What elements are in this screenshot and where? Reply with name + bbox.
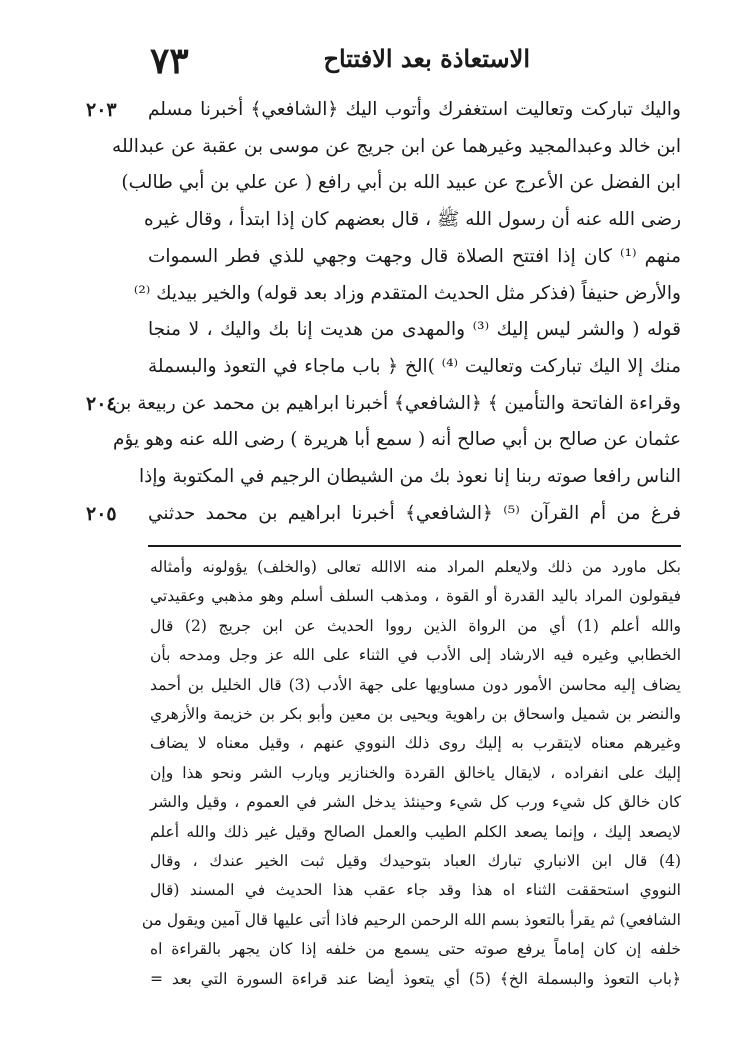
text-line: منهم ⁽¹⁾ كان إذا افتتح الصلاة قال وجهت وجهي للذي فطر السموات [148, 245, 682, 267]
footnote-line: لايصعد إليك ، وإنما يصعد الكلم الطيب والعمل الصالح وقيل غير ذلك والله أعلم [150, 822, 681, 841]
text-line: منك إلا اليك تباركت وتعاليت ⁽⁴⁾ )الخ ﴿ باب ماجاء في التعوذ والبسملة [148, 355, 681, 377]
text-line: والأرض حنيفاً (فذكر مثل الحديث المتقدم وزاد بعد قوله) والخير بيديك ⁽²⁾ [133, 282, 681, 304]
hadith-number: ٢٠٤ [86, 392, 117, 415]
text-line: فرغ من أم القرآن ⁽⁵⁾ ﴿الشافعي﴾ أخبرنا ابراهيم بن محمد حدثني [148, 502, 681, 524]
footnote-line: (4) قال ابن الانباري تبارك العباد بتوحيدك وقيل ثبت الخير عندك ، وقال [150, 852, 681, 870]
hadith-number: ٢٠٣ [86, 99, 117, 121]
text-line: عثمان عن صالح بن أبي صالح أنه ( سمع أبا هريرة ) رضى الله عنه وهو يؤم [113, 429, 681, 451]
footnote-line: وغيرهم معناه لايتقرب به إليك روى ذلك النووي عنهم ، وقيل معناه لا يضاف [150, 734, 681, 753]
footnote-line: إليك على انفراده ، لايقال ياخالق القردة والخنازير ويارب الشر ونحو هذا وإن [150, 763, 681, 782]
text-line: وقراءة الفاتحة والتأمين ﴾ ﴿الشافعي﴾ أخبرنا ابراهيم بن محمد عن ربيعة بن [112, 392, 681, 414]
footnote-line: خلفه إن كان إماماً يرفع صوته حتى يسمع من خلفه إذا كان يجهر بالقراءة اه [150, 940, 681, 959]
footnote-line: يضاف إليه محاسن الأمور دون مساويها على جهة الأدب (3) قال الخليل بن أحمد [150, 675, 681, 694]
text-line: ابن خالد وعبدالمجيد وغيرهما عن ابن جريج عن موسى بن عقبة عن عبدالله [112, 135, 681, 157]
page-header [150, 40, 550, 84]
running-title: الاستعاذة بعد الافتتاح [323, 44, 530, 73]
footnote-line: الخطابي وغيره فيه الارشاد إلى الأدب في الثناء على الله عز وجل ومدحه بأن [150, 646, 681, 665]
text-line: قوله ( والشر ليس إليك ⁽³⁾ والمهدى من هديت إنا بك واليك ، لا منجا [148, 319, 681, 341]
footnote-line: فيقولون المراد باليد القدرة أو القوة ، ومذهب السلف أسلم وهو مذهبي وعقيدتي [150, 587, 681, 606]
text-line: ابن الفضل عن الأعرج عن عبيد الله بن أبي رافع ( عن علي بن أبي طالب) [121, 172, 681, 194]
page-number: ٧٣ [150, 40, 189, 82]
footnote-line: النووي استحققت الثناء اه هذا وقد جاء عقب هذا الحديث في المسند (قال [150, 881, 681, 900]
footnote-line: كان خالق كل شيء ورب كل شيء وحينئذ يدخل الشر في العموم ، وقيل والشر [150, 793, 681, 812]
footnote-line: والنضر بن شميل واسحاق بن راهوية ويحيى بن معين وأبو بكر بن خزيمة والأزهري [150, 705, 681, 723]
text-line: رضى الله عنه أن رسول الله ﷺ ، قال بعضهم كان إذا ابتدأ ، وقال غيره [143, 209, 681, 231]
text-line: الناس رافعا صوته ربنا إنا نعوذ بك من الشيطان الرجيم في المكتوبة وإذا [139, 466, 681, 487]
footnote-line: ﴿باب التعوذ والبسملة الخ﴾ (5) أي يتعوذ أيضا عند قراءة السورة التي بعد = [150, 969, 681, 988]
footnote-separator [148, 545, 681, 547]
hadith-number: ٢٠٥ [86, 502, 117, 525]
footnote-line: بكل ماورد من ذلك ولايعلم المراد منه الاالله تعالى (والخلف) يؤولونه وأمثاله [150, 558, 681, 576]
footnote-line: الشافعي) ثم يقرأ بالتعوذ بسم الله الرحمن الرحيم فاذا أتى عليها قال آمين ويقول من [141, 910, 681, 929]
text-line: واليك تباركت وتعاليت استغفرك وأتوب اليك ﴿الشافعي﴾ أخبرنا مسلم [148, 99, 681, 120]
footnote-line: والله أعلم (1) أي من الرواة الذين رووا الحديث عن ابن جريج (2) قال [150, 616, 682, 635]
